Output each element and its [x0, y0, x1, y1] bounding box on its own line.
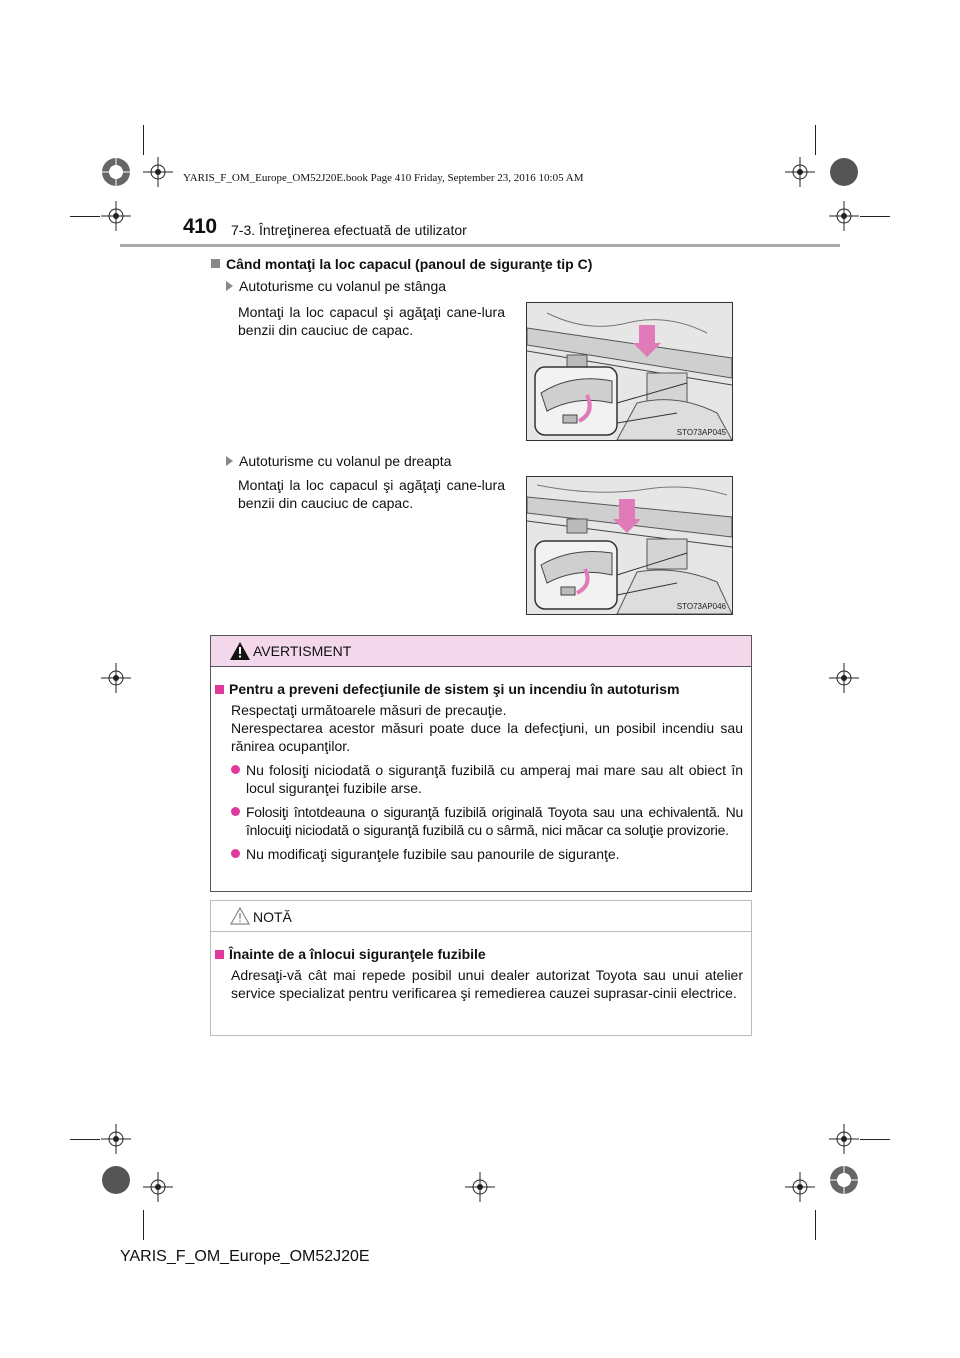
note-text: Adresaţi-vă cât mai repede posibil unui dealer autorizat Toyota sau unui atelier service specializat pentru verificarea şi remedierea cauzei suprasar-cinii electrice.: [231, 967, 743, 1001]
print-info: YARIS_F_OM_Europe_OM52J20E.book Page 410 Friday, September 23, 2016 10:05 AM: [183, 172, 584, 184]
bullet-triangle-icon: [226, 281, 233, 291]
warning-header: [211, 636, 751, 667]
warning-bullet: Folosiţi întotdeauna o siguranţă fuzibilă originală Toyota sau una echivalentă. Nu înlocuiţi niciodată o siguranţă fuzibilă cu o sârmă, nici măcar ca soluţie provizorie.: [215, 803, 743, 839]
section-title: Când montaţi la loc capacul (panoul de siguranţe tip C): [211, 256, 592, 272]
warning-triangle-icon: [230, 642, 250, 660]
registration-mark-icon: [101, 1165, 131, 1195]
warning-heading: Pentru a preveni defecţiunile de sistem şi un incendiu în autoturism: [215, 680, 743, 698]
crosshair-mark-icon: [101, 201, 131, 231]
fuse-cover-photo-lhd: [526, 302, 733, 441]
fuse-cover-photo-rhd: [526, 476, 733, 615]
crosshair-mark-icon: [829, 663, 859, 693]
crosshair-mark-icon: [829, 201, 859, 231]
caution-triangle-icon: [230, 907, 250, 925]
header-rule: [120, 244, 840, 247]
registration-mark-icon: [101, 157, 131, 187]
warning-bullet: Nu folosiţi niciodată o siguranţă fuzibilă cu amperaj mai mare sau alt obiect în locul siguranţei fuzibile arse.: [215, 761, 743, 797]
image-code: STO73AP045: [676, 428, 726, 437]
crosshair-mark-icon: [101, 663, 131, 693]
crosshair-mark-icon: [143, 1172, 173, 1202]
note-heading: Înainte de a înlocui siguranţele fuzibile: [215, 945, 743, 963]
crosshair-mark-icon: [465, 1172, 495, 1202]
bullet-square-icon: [211, 259, 220, 268]
warning-box: [210, 635, 752, 892]
note-header: [211, 901, 751, 932]
footer-code: YARIS_F_OM_Europe_OM52J20E: [120, 1248, 370, 1265]
crosshair-mark-icon: [785, 1172, 815, 1202]
running-header: 7-3. Întreţinerea efectuată de utilizator: [231, 222, 467, 238]
warning-label: AVERTISMENT: [253, 643, 352, 659]
note-label: NOTĂ: [253, 909, 292, 925]
registration-mark-icon: [829, 1165, 859, 1195]
bullet-square-icon: [215, 685, 224, 694]
bullet-square-icon: [215, 950, 224, 959]
warning-intro: Respectaţi următoarele măsuri de precauţie. Nerespectarea acestor măsuri poate duce la defecţiuni, un posibil incendiu sau rănirea ocupanţilor.: [231, 702, 743, 754]
bullet-dot-icon: [231, 849, 240, 858]
crosshair-mark-icon: [143, 157, 173, 187]
registration-mark-icon: [829, 157, 859, 187]
item-subtitle: Autoturisme cu volanul pe dreapta: [226, 453, 451, 469]
warning-bullet: Nu modificaţi siguranţele fuzibile sau panourile de siguranţe.: [215, 845, 743, 863]
note-box: [210, 900, 752, 1036]
bullet-dot-icon: [231, 765, 240, 774]
image-code: STO73AP046: [676, 602, 726, 611]
item-text: Montaţi la loc capacul şi agăţaţi cane-lura benzii din cauciuc de capac.: [238, 477, 505, 511]
note-content: [215, 945, 743, 1002]
bullet-triangle-icon: [226, 456, 233, 466]
crosshair-mark-icon: [101, 1124, 131, 1154]
crosshair-mark-icon: [785, 157, 815, 187]
item-text: Montaţi la loc capacul şi agăţaţi cane-lura benzii din cauciuc de capac.: [238, 304, 505, 338]
item-subtitle: Autoturisme cu volanul pe stânga: [226, 278, 446, 294]
crosshair-mark-icon: [829, 1124, 859, 1154]
warning-content: [215, 680, 743, 863]
page-number: 410: [183, 215, 217, 238]
bullet-dot-icon: [231, 807, 240, 816]
